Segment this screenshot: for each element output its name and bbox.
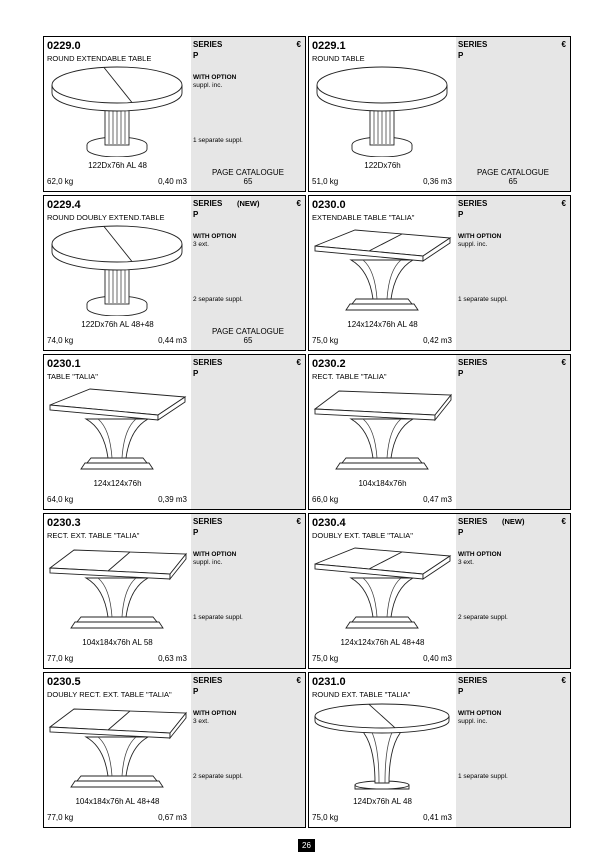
supplement-note: 2 separate suppl. [458, 614, 508, 621]
page-catalogue [456, 486, 570, 495]
page-catalogue [191, 486, 305, 495]
page-catalogue [456, 327, 570, 336]
product-info [44, 514, 191, 668]
product-name: DOUBLY RECT. EXT. TABLE "TALIA" [47, 690, 172, 699]
option-title: WITH OPTION [458, 551, 502, 558]
series-letter: P [193, 687, 199, 696]
product-weight: 75,0 kg [312, 813, 339, 822]
table-drawing [46, 542, 189, 634]
new-badge: (NEW) [237, 199, 260, 208]
series-label: SERIES [193, 40, 223, 49]
product-weight: 77,0 kg [47, 813, 74, 822]
product-volume: 0,42 m3 [423, 336, 452, 345]
product-name: DOUBLY EXT. TABLE "TALIA" [312, 531, 413, 540]
product-weight: 77,0 kg [47, 654, 74, 663]
page-catalogue-label: PAGE CATALOGUE [211, 168, 284, 177]
product-weight: 62,0 kg [47, 177, 74, 186]
page-catalogue [456, 168, 570, 186]
page-catalogue-label: PAGE CATALOGUE [476, 168, 549, 177]
euro-icon: € [296, 358, 301, 367]
product-weight: 51,0 kg [312, 177, 339, 186]
product-info [309, 196, 456, 350]
option-title: WITH OPTION [193, 233, 237, 240]
product-dimensions: 104x184x76h AL 58 [82, 638, 153, 647]
euro-icon: € [561, 358, 566, 367]
table-drawing [311, 701, 454, 793]
product-info [44, 355, 191, 509]
series-panel [191, 514, 305, 668]
product-code: 0229.4 [47, 199, 81, 211]
supplement-note: 1 separate suppl. [458, 296, 508, 303]
page-catalogue-number: 65 [243, 336, 253, 345]
product-dimensions: 122Dx76h AL 48+48 [81, 320, 154, 329]
product-code: 0229.0 [47, 40, 81, 52]
product-volume: 0,40 m3 [158, 177, 187, 186]
option-title: WITH OPTION [193, 710, 237, 717]
product-volume: 0,67 m3 [158, 813, 187, 822]
option-title: WITH OPTION [193, 74, 237, 81]
series-letter: P [193, 51, 199, 60]
series-label: SERIES [458, 199, 488, 208]
product-volume: 0,47 m3 [423, 495, 452, 504]
product-dimensions: 124x124x76h AL 48 [347, 320, 418, 329]
product-volume: 0,40 m3 [423, 654, 452, 663]
page-catalogue [191, 804, 305, 813]
series-label: SERIES [458, 358, 488, 367]
product-info [44, 37, 191, 191]
product-dimensions: 122Dx76h [364, 161, 401, 170]
series-label: SERIES [458, 676, 488, 685]
product-info [309, 355, 456, 509]
product-name: RECT. EXT. TABLE "TALIA" [47, 531, 140, 540]
product-card [43, 513, 306, 669]
product-name: RECT. TABLE "TALIA" [312, 372, 387, 381]
product-card [43, 672, 306, 828]
series-panel [191, 673, 305, 827]
product-name: ROUND DOUBLY EXTEND.TABLE [47, 213, 165, 222]
series-label: SERIES [193, 199, 223, 208]
series-panel [191, 196, 305, 350]
page-catalogue [191, 645, 305, 654]
series-panel [191, 355, 305, 509]
series-label: SERIES [193, 358, 223, 367]
euro-icon: € [561, 199, 566, 208]
product-card [308, 513, 571, 669]
product-info [309, 673, 456, 827]
product-name: ROUND EXTENDABLE TABLE [47, 54, 152, 63]
series-panel [456, 355, 570, 509]
product-volume: 0,41 m3 [423, 813, 452, 822]
product-card [308, 672, 571, 828]
supplement-note: 1 separate suppl. [193, 137, 243, 144]
product-code: 0231.0 [312, 676, 346, 688]
option-detail: suppl. inc. [458, 718, 488, 725]
product-weight: 75,0 kg [312, 336, 339, 345]
table-drawing [46, 701, 189, 793]
product-code: 0230.1 [47, 358, 81, 370]
product-card [308, 36, 571, 192]
series-label: SERIES [193, 517, 223, 526]
product-volume: 0,63 m3 [158, 654, 187, 663]
supplement-note: 2 separate suppl. [193, 773, 243, 780]
product-name: EXTENDABLE TABLE "TALIA" [312, 213, 415, 222]
option-detail: suppl. inc. [193, 82, 223, 89]
product-dimensions: 124Dx76h AL 48 [353, 797, 412, 806]
product-card [308, 354, 571, 510]
series-label: SERIES [193, 676, 223, 685]
product-name: ROUND TABLE [312, 54, 365, 63]
page-number: 26 [298, 839, 315, 852]
series-letter: P [458, 687, 464, 696]
product-weight: 66,0 kg [312, 495, 339, 504]
series-panel [191, 37, 305, 191]
option-detail: 3 ext. [458, 559, 474, 566]
product-code: 0229.1 [312, 40, 346, 52]
product-info [44, 196, 191, 350]
table-drawing [311, 65, 454, 157]
product-volume: 0,36 m3 [423, 177, 452, 186]
euro-icon: € [296, 40, 301, 49]
supplement-note: 1 separate suppl. [458, 773, 508, 780]
page-catalogue [191, 168, 305, 186]
product-code: 0230.0 [312, 199, 346, 211]
product-volume: 0,44 m3 [158, 336, 187, 345]
euro-icon: € [296, 517, 301, 526]
euro-icon: € [561, 40, 566, 49]
product-code: 0230.4 [312, 517, 346, 529]
product-info [309, 37, 456, 191]
product-card [43, 195, 306, 351]
product-weight: 64,0 kg [47, 495, 74, 504]
series-letter: P [458, 210, 464, 219]
option-title: WITH OPTION [458, 710, 502, 717]
product-name: ROUND EXT. TABLE "TALIA" [312, 690, 411, 699]
option-title: WITH OPTION [193, 551, 237, 558]
series-letter: P [193, 369, 199, 378]
series-label: SERIES [458, 517, 488, 526]
series-letter: P [458, 51, 464, 60]
series-letter: P [458, 528, 464, 537]
product-card [43, 36, 306, 192]
euro-icon: € [561, 676, 566, 685]
product-dimensions: 124x124x76h AL 48+48 [340, 638, 425, 647]
product-dimensions: 122Dx76h AL 48 [88, 161, 147, 170]
euro-icon: € [561, 517, 566, 526]
table-drawing [311, 224, 454, 316]
product-dimensions: 124x124x76h [93, 479, 142, 488]
product-weight: 74,0 kg [47, 336, 74, 345]
option-detail: suppl. inc. [193, 559, 223, 566]
product-code: 0230.2 [312, 358, 346, 370]
product-card [43, 354, 306, 510]
product-card [308, 195, 571, 351]
product-dimensions: 104x184x76h AL 48+48 [75, 797, 160, 806]
table-drawing [46, 65, 189, 157]
page-catalogue [456, 804, 570, 813]
supplement-note: 2 separate suppl. [193, 296, 243, 303]
product-name: TABLE "TALIA" [47, 372, 98, 381]
product-dimensions: 104x184x76h [358, 479, 407, 488]
product-info [309, 514, 456, 668]
series-panel [456, 673, 570, 827]
table-drawing [311, 542, 454, 634]
table-drawing [311, 383, 454, 475]
product-info [44, 673, 191, 827]
page-catalogue [191, 327, 305, 345]
option-detail: suppl. inc. [458, 241, 488, 248]
page-catalogue-label: PAGE CATALOGUE [211, 327, 284, 336]
series-letter: P [458, 369, 464, 378]
product-volume: 0,39 m3 [158, 495, 187, 504]
option-title: WITH OPTION [458, 233, 502, 240]
option-detail: 3 ext. [193, 718, 209, 725]
page-catalogue-number: 65 [243, 177, 253, 186]
series-panel [456, 37, 570, 191]
table-drawing [46, 224, 189, 316]
euro-icon: € [296, 676, 301, 685]
new-badge: (NEW) [502, 517, 525, 526]
product-code: 0230.5 [47, 676, 81, 688]
supplement-note: 1 separate suppl. [193, 614, 243, 621]
series-panel [456, 514, 570, 668]
series-letter: P [193, 528, 199, 537]
product-code: 0230.3 [47, 517, 81, 529]
page-catalogue [456, 645, 570, 654]
page-catalogue-number: 65 [508, 177, 518, 186]
series-letter: P [193, 210, 199, 219]
euro-icon: € [296, 199, 301, 208]
table-drawing [46, 383, 189, 475]
option-detail: 3 ext. [193, 241, 209, 248]
series-label: SERIES [458, 40, 488, 49]
series-panel [456, 196, 570, 350]
product-weight: 75,0 kg [312, 654, 339, 663]
